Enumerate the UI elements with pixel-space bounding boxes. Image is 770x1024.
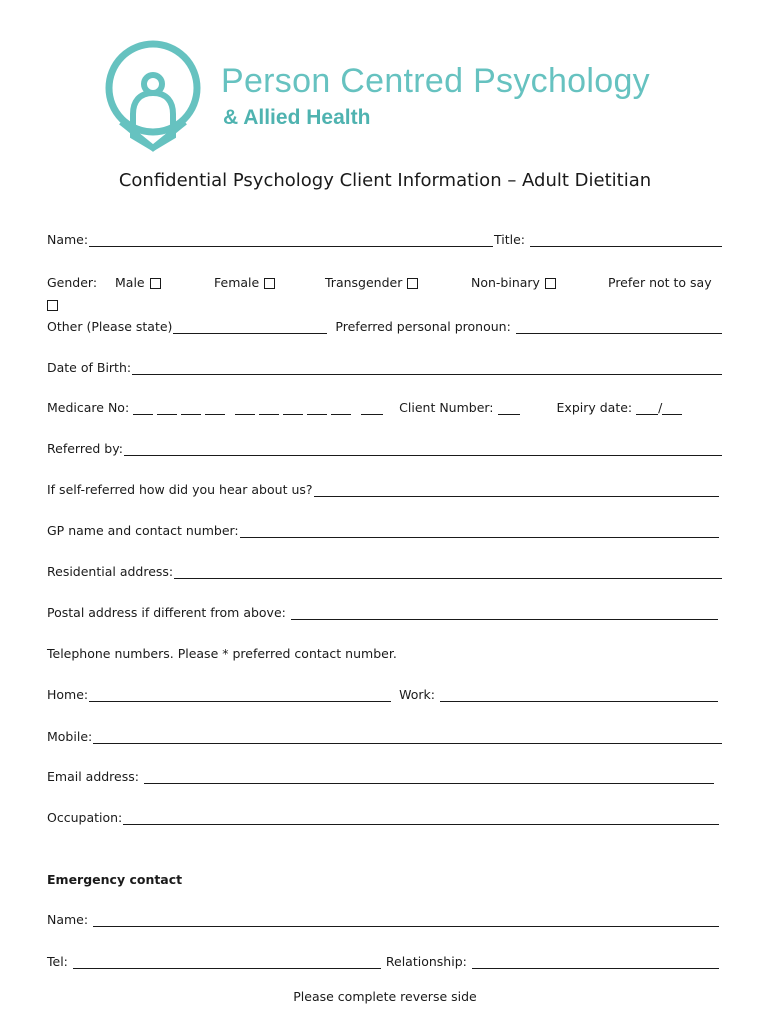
occupation-label: Occupation: xyxy=(47,810,123,825)
home-field[interactable] xyxy=(89,687,391,702)
gender-option-prefer-not[interactable]: Prefer not to say xyxy=(608,275,712,290)
expiry-year-field[interactable] xyxy=(662,402,682,415)
relationship-label: Relationship: xyxy=(385,954,467,969)
client-number-label: Client Number: xyxy=(399,400,494,415)
medicare-digit[interactable] xyxy=(307,402,327,415)
referred-field[interactable] xyxy=(124,441,722,456)
gender-option-female[interactable]: Female xyxy=(214,275,325,290)
logo-subtitle: & Allied Health xyxy=(223,106,371,129)
checkbox-icon[interactable] xyxy=(150,278,161,289)
mobile-field[interactable] xyxy=(93,729,722,744)
self-referred-label: If self-referred how did you hear about us? xyxy=(47,482,313,497)
medicare-digit[interactable] xyxy=(181,402,201,415)
email-label: Email address: xyxy=(47,769,139,784)
residential-field[interactable] xyxy=(174,564,722,579)
page-title: Confidential Psychology Client Information – Adult Dietitian xyxy=(118,170,652,191)
home-work-row xyxy=(47,684,722,702)
checkbox-icon[interactable] xyxy=(545,278,556,289)
mobile-label: Mobile: xyxy=(47,729,93,744)
medicare-digit[interactable] xyxy=(205,402,225,415)
name-field[interactable] xyxy=(89,232,493,247)
emergency-name-field[interactable] xyxy=(93,912,719,927)
person-logo-icon xyxy=(103,36,213,156)
emergency-heading-row xyxy=(47,869,722,887)
medicare-digit[interactable] xyxy=(283,402,303,415)
emergency-tel-field[interactable] xyxy=(73,954,381,969)
dob-row xyxy=(47,357,722,375)
self-referred-row xyxy=(47,479,722,497)
email-field[interactable] xyxy=(144,769,714,784)
telephone-note: Telephone numbers. Please * preferred contact number. xyxy=(47,646,397,661)
gender-label: Gender: xyxy=(47,275,98,290)
postal-field[interactable] xyxy=(291,605,718,620)
medicare-digit[interactable] xyxy=(157,402,177,415)
prefer-not-checkbox-row xyxy=(47,293,722,311)
other-label: Other (Please state) xyxy=(47,319,173,334)
medicare-irn[interactable] xyxy=(361,402,383,415)
gp-label: GP name and contact number: xyxy=(47,523,239,538)
footer-note: Please complete reverse side xyxy=(293,989,477,1004)
emergency-tel-row xyxy=(47,951,722,969)
gender-row xyxy=(47,272,722,290)
work-field[interactable] xyxy=(440,687,718,702)
home-label: Home: xyxy=(47,687,89,702)
pronoun-label: Preferred personal pronoun: xyxy=(335,319,511,334)
title-label: Title: xyxy=(494,232,525,247)
medicare-digit[interactable] xyxy=(235,402,255,415)
referred-row xyxy=(47,438,722,456)
other-pronoun-row xyxy=(47,316,722,334)
gp-field[interactable] xyxy=(240,523,719,538)
logo-title: Person Centred Psychology xyxy=(221,62,650,100)
residential-label: Residential address: xyxy=(47,564,174,579)
postal-row xyxy=(47,602,722,620)
name-title-row xyxy=(47,229,722,247)
emergency-name-row xyxy=(47,909,722,927)
expiry-separator: / xyxy=(658,400,663,415)
self-referred-field[interactable] xyxy=(314,482,719,497)
checkbox-icon[interactable] xyxy=(264,278,275,289)
checkbox-icon[interactable] xyxy=(407,278,418,289)
emergency-tel-label: Tel: xyxy=(47,954,68,969)
expiry-label: Expiry date: xyxy=(556,400,633,415)
dob-label: Date of Birth: xyxy=(47,360,132,375)
work-label: Work: xyxy=(399,687,436,702)
checkbox-icon[interactable] xyxy=(47,300,58,311)
expiry-month-field[interactable] xyxy=(636,402,658,415)
logo xyxy=(103,36,683,156)
mobile-row xyxy=(47,726,722,744)
occupation-field[interactable] xyxy=(123,810,719,825)
referred-label: Referred by: xyxy=(47,441,123,456)
emergency-heading: Emergency contact xyxy=(47,872,183,887)
gender-option-male[interactable]: Male xyxy=(115,275,214,290)
emergency-name-label: Name: xyxy=(47,912,89,927)
other-field[interactable] xyxy=(173,319,327,334)
pronoun-field[interactable] xyxy=(516,319,722,334)
gp-row xyxy=(47,520,722,538)
name-label: Name: xyxy=(47,232,89,247)
occupation-row xyxy=(47,807,722,825)
medicare-digit[interactable] xyxy=(259,402,279,415)
client-number-field[interactable] xyxy=(498,402,520,415)
dob-field[interactable] xyxy=(132,360,722,375)
email-row xyxy=(47,766,722,784)
medicare-digit[interactable] xyxy=(331,402,351,415)
postal-label: Postal address if different from above: xyxy=(47,605,286,620)
gender-option-nonbinary[interactable]: Non-binary xyxy=(471,275,608,290)
relationship-field[interactable] xyxy=(472,954,719,969)
medicare-digit[interactable] xyxy=(133,402,153,415)
residential-row xyxy=(47,561,722,579)
medicare-row xyxy=(47,397,722,415)
medicare-label: Medicare No: xyxy=(47,400,130,415)
telephone-note-row xyxy=(47,643,722,661)
gender-option-transgender[interactable]: Transgender xyxy=(325,275,471,290)
title-field[interactable] xyxy=(530,232,722,247)
